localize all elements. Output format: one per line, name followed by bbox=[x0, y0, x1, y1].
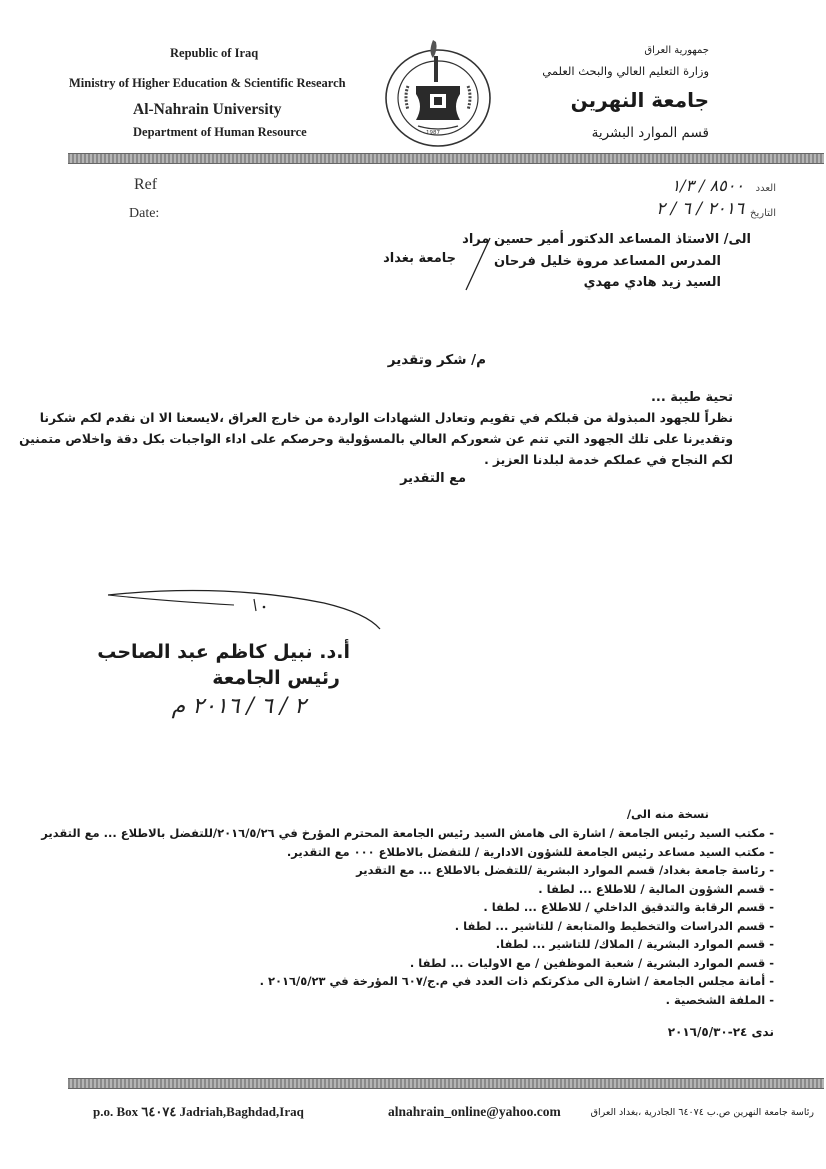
cc-heading: نسخة منه الى/ bbox=[626, 807, 709, 821]
signatory-title: رئيس الجامعة bbox=[212, 667, 340, 689]
footer-email[interactable]: alnahrain_online@yahoo.com bbox=[388, 1104, 561, 1119]
header-en-department: Department of Human Resource bbox=[133, 125, 307, 139]
cc-item: - أمانة مجلس الجامعة / اشارة الى مذكرتكم ذات العدد في م.ج/٦٠٧ المؤرخة في ٢٠١٦/٥/٢٣ . bbox=[41, 972, 774, 991]
ref-number: ٨٥٠٠ / ١/٣ bbox=[671, 176, 744, 195]
date-label: Date: bbox=[129, 206, 160, 221]
body-line-2: وتقديرنا على تلك الجهود التي تنم عن شعوركم العالي بالمسؤولية وحرصكم على اداء الواجبات بكل دقة واخلاص متمنين bbox=[19, 432, 733, 446]
typist-line: ندى ٢٤-٢٠١٦/٥/٣٠ bbox=[667, 1025, 774, 1039]
cc-item: - قسم الشؤون المالية / للاطلاع ... لطفا . bbox=[41, 880, 774, 899]
subject-line: م/ شكر وتقدير bbox=[387, 352, 486, 368]
body-paragraph bbox=[19, 408, 733, 471]
cc-list bbox=[41, 824, 774, 1009]
addressee-slash bbox=[462, 236, 494, 296]
header-ar-country: جمهورية العراق bbox=[644, 45, 709, 56]
addressee-institution: جامعة بغداد bbox=[383, 251, 456, 266]
addressee-line-2: المدرس المساعد مروة خليل فرحان bbox=[493, 254, 721, 269]
cc-item: - قسم الموارد البشرية / الملاك/ للتاشير ... لطفا. bbox=[41, 935, 774, 954]
body-line-3: لكم النجاح في عملكم خدمة لبلدنا العزيز . bbox=[484, 453, 733, 467]
signature-date: ٢ / ٦ / ٢٠١٦ م bbox=[171, 694, 306, 719]
footer-po-box: p.o. Box ٦٤٠٧٤ Jadriah,Baghdad,Iraq bbox=[93, 1104, 304, 1119]
handwritten-signature bbox=[104, 585, 389, 639]
cc-item: - قسم الرقابة والتدقيق الداخلي / للاطلاع ... لطفا . bbox=[41, 898, 774, 917]
header-en-university: Al-Nahrain University bbox=[133, 101, 282, 118]
cc-item: - قسم الدراسات والتخطيط والمتابعة / للتاشير ... لطفا . bbox=[41, 917, 774, 936]
header-divider bbox=[68, 153, 824, 164]
cc-item: - الملفة الشخصية . bbox=[41, 991, 774, 1010]
ref-label: Ref bbox=[134, 176, 158, 193]
body-line-1: نظراً للجهود المبذولة من قبلكم في تقويم وتعادل الشهادات الواردة من خارج العراق ،لايسعنا الا ان نقدم لكم شكرنا bbox=[39, 411, 733, 425]
header-en-ministry: Ministry of Higher Education & Scientific Research bbox=[69, 76, 346, 90]
footer-divider bbox=[68, 1078, 824, 1089]
seal-year: 1987 bbox=[426, 130, 440, 136]
university-seal bbox=[378, 36, 498, 148]
footer-ar-address: رئاسة جامعة النهرين ص.ب ٦٤٠٧٤ الجادرية ،بغداد العراق bbox=[590, 1107, 814, 1118]
letter-date: ٢٠١٦ / ٦ / ٢ bbox=[656, 199, 744, 219]
cc-item: - مكتب السيد رئيس الجامعة / اشارة الى هامش السيد رئيس الجامعة المحترم المؤرخ في ٢٠١٦/٥/٢٦/للتفضل بالاطلاع ... مع التقدير bbox=[41, 824, 774, 843]
closing: مع التقدير bbox=[400, 471, 466, 486]
header-ar-ministry: وزارة التعليم العالي والبحث العلمي bbox=[542, 64, 709, 78]
header-ar-university: جامعة النهرين bbox=[570, 88, 709, 112]
ar-date-label: التاريخ bbox=[750, 208, 776, 219]
cc-item: - مكتب السيد مساعد رئيس الجامعة للشؤون الادارية / للتفضل بالاطلاع ٠٠٠ مع التقدير. bbox=[41, 843, 774, 862]
cc-item: - قسم الموارد البشرية / شعبة الموظفين / مع الاوليات ... لطفا . bbox=[41, 954, 774, 973]
cc-item: - رئاسة جامعة بغداد/ قسم الموارد البشرية /للتفضل بالاطلاع ... مع التقدير bbox=[41, 861, 774, 880]
ar-ref-label: العدد bbox=[755, 183, 776, 194]
addressee-line-1: الى/ الاستاذ المساعد الدكتور أمير حسين مراد bbox=[462, 232, 751, 247]
signatory-name: أ.د. نبيل كاظم عبد الصاحب bbox=[97, 641, 350, 663]
header-ar-department: قسم الموارد البشرية bbox=[591, 125, 709, 141]
addressee-line-3: السيد زيد هادي مهدي bbox=[583, 275, 721, 290]
header-en-country: Republic of Iraq bbox=[170, 46, 259, 60]
greeting: تحية طيبة ... bbox=[650, 390, 733, 405]
